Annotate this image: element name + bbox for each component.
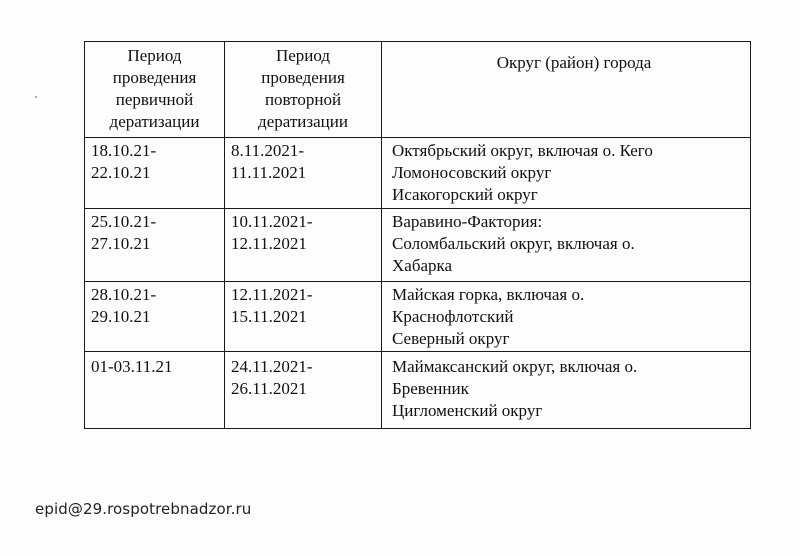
contact-email: epid@29.rospotrebnadzor.ru — [35, 500, 252, 518]
repeat-period-cell: 10.11.2021- 12.11.2021 — [225, 209, 382, 282]
table-row — [85, 138, 751, 209]
deratization-schedule-table — [84, 41, 751, 429]
table-header-row — [85, 42, 751, 138]
district-cell: Маймаксанский округ, включая о. Бревенник Цигломенский округ — [382, 352, 751, 429]
table-row — [85, 209, 751, 282]
header-district: Округ (район) города — [382, 42, 751, 138]
district-cell: Майская горка, включая о. Краснофлотский Северный округ — [382, 282, 751, 352]
primary-period-cell: 01-03.11.21 — [85, 352, 225, 429]
header-repeat-period: Период проведения повторной дератизации — [225, 42, 382, 138]
repeat-period-cell: 12.11.2021- 15.11.2021 — [225, 282, 382, 352]
primary-period-cell: 25.10.21- 27.10.21 — [85, 209, 225, 282]
district-cell: Октябрьский округ, включая о. Кего Ломоносовский округ Исакогорский округ — [382, 138, 751, 209]
primary-period-cell: 18.10.21- 22.10.21 — [85, 138, 225, 209]
table-row — [85, 352, 751, 429]
scan-speck — [35, 96, 37, 98]
repeat-period-cell: 8.11.2021- 11.11.2021 — [225, 138, 382, 209]
header-primary-period: Период проведения первичной дератизации — [85, 42, 225, 138]
district-cell: Варавино-Фактория: Соломбальский округ, включая о. Хабарка — [382, 209, 751, 282]
table-row — [85, 282, 751, 352]
repeat-period-cell: 24.11.2021- 26.11.2021 — [225, 352, 382, 429]
primary-period-cell: 28.10.21- 29.10.21 — [85, 282, 225, 352]
